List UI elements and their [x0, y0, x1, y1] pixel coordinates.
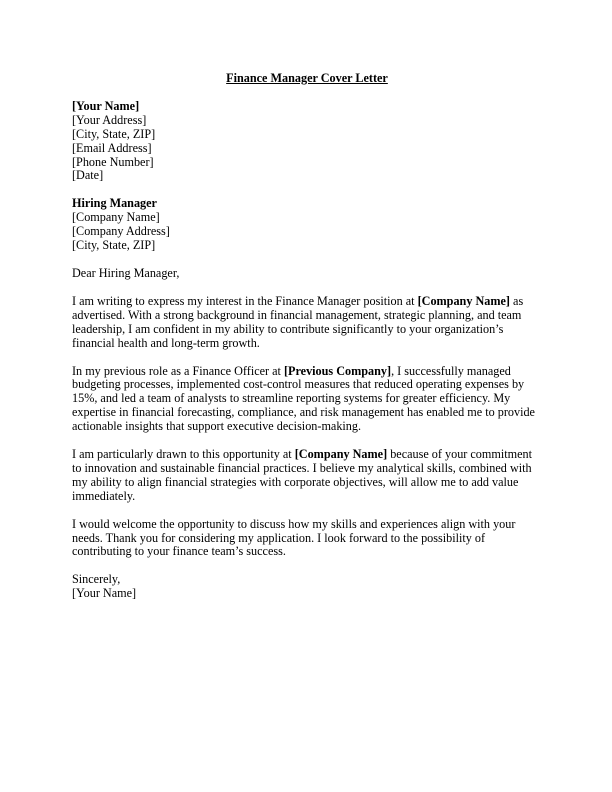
paragraph-2: [72, 365, 542, 435]
paragraph-4: I would welcome the opportunity to discuss how my skills and experiences align with your needs. Thank you for considering my application. I look forward to the possibility of contributing to your finance team’s success.: [72, 516, 516, 559]
closing: Sincerely,: [72, 572, 121, 587]
paragraph-3-company-name: [Company Name]: [294, 447, 388, 462]
paragraph-3-text-end: because of your commitment to innovation and sustainable financial practices. I believe my analytical skills, combined with my ability to align financial strategies with corporate objectives, will allow me to add value immediately.: [72, 447, 532, 503]
letter-page: [72, 72, 542, 615]
paragraph-1-text-end: as advertised. With a strong background in financial management, strategic planning, and team leadership, I am confident in my ability to contribute significantly to your organization’s financial health and long-term growth.: [72, 293, 524, 350]
sender-city-state-zip: [City, State, ZIP]: [72, 126, 156, 141]
recipient-city-state-zip: [City, State, ZIP]: [72, 238, 156, 253]
sender-block: [72, 100, 542, 183]
sender-date: [Date]: [72, 168, 104, 183]
paragraph-1: [72, 295, 542, 351]
recipient-company-address: [Company Address]: [72, 224, 170, 239]
paragraph-1-text-start: I am writing to express my interest in the Finance Manager position at: [72, 293, 418, 308]
paragraph-1-company-name: [Company Name]: [417, 293, 510, 308]
signature: [Your Name]: [72, 586, 137, 601]
paragraph-3-text-start: I am particularly drawn to this opportunity at: [72, 447, 295, 462]
paragraph-3: [72, 448, 542, 504]
recipient-title: Hiring Manager: [72, 196, 157, 211]
sender-name: [Your Name]: [72, 98, 140, 113]
recipient-block: [72, 197, 542, 253]
paragraph-2-previous-company: [Previous Company]: [283, 363, 392, 378]
paragraph-2-text-start: In my previous role as a Finance Officer at: [72, 363, 284, 378]
sender-phone: [Phone Number]: [72, 154, 154, 169]
sender-email: [Email Address]: [72, 140, 152, 155]
paragraph-2-text-end: , I successfully managed budgeting processes, implemented cost-control measures that reduced operating expenses by 15%, and led a team of analysts to streamline reporting systems for greater efficiency. My expertise in financial forecasting, compliance, and risk management has enabled me to provide actionable insights that support executive decision-making.: [72, 363, 535, 434]
sender-address: [Your Address]: [72, 112, 147, 127]
document-title: Finance Manager Cover Letter: [226, 71, 388, 85]
salutation: Dear Hiring Manager,: [72, 265, 180, 280]
recipient-company-name: [Company Name]: [72, 210, 160, 225]
closing-block: [72, 573, 542, 601]
